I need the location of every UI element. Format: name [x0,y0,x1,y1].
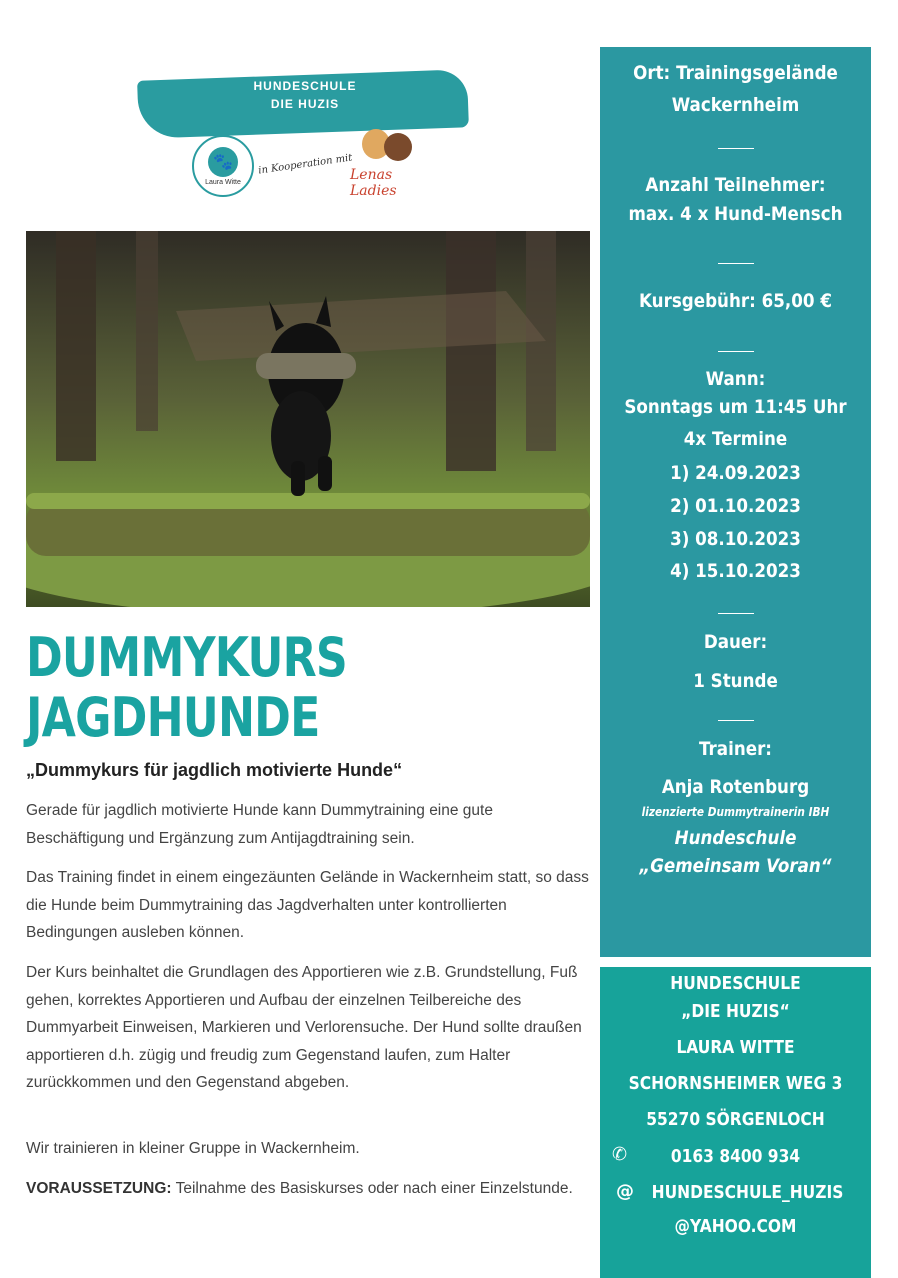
divider [718,263,754,264]
info-ort: Ort: Trainingsgelände [633,62,838,84]
info-dauer: Dauer: [703,631,768,653]
contact-phone[interactable]: 0163 8400 934 [670,1146,801,1167]
phone-icon: ✆ [612,1144,628,1165]
paw-icon: 🐾 [208,147,238,177]
paragraph-requirement [26,1175,591,1203]
title-line-1: DUMMYKURS [26,626,348,689]
contact-city: 55270 SÖRGENLOCH [646,1109,825,1130]
requirement-label: VORAUSSETZUNG: [26,1180,172,1197]
info-ort-value: Wackernheim [671,94,800,116]
paw-badge-logo [192,135,254,197]
info-teilnehmer: Anzahl Teilnehmer: [645,174,826,196]
contact-email-domain[interactable]: @YAHOO.COM [674,1216,797,1237]
info-wann-tag: Sonntags um 11:45 Uhr [624,396,847,418]
partner-logo [340,123,430,203]
paragraph-content: Der Kurs beinhaltet die Grundlagen des Apportieren wie z.B. Grundstellung, Fuß gehen, korrektes Apportieren und Aufbau der einzelnen Teilbereiche des Dummyarbeit Einweisen, Markieren und Verlorensuche. Der Hund sollte draußen apportieren d.h. zügig und freudig zum Gegenstand laufen, zum Halter zurückkommen und den Gegenstand abgeben. [26,964,582,1091]
info-termine: 4x Termine [683,428,788,450]
hero-photo [26,231,590,607]
logo-line-hundeschule: HUNDESCHULE [253,79,357,93]
title-line-2: JAGDHUNDE [26,686,320,749]
divider [718,613,754,614]
page-title [26,628,485,748]
logo-header [130,55,480,199]
badge-name: Laura Witte [205,178,241,186]
contact-huzis: „DIE HUZIS“ [681,1001,790,1022]
logo-line-huzis: DIE HUZIS [270,97,340,111]
divider [718,720,754,721]
contact-panel [600,967,871,1278]
course-info-panel [600,47,871,957]
info-teilnehmer-value: max. 4 x Hund-Mensch [628,203,843,225]
requirement-text: Teilnahme des Basiskurses oder nach einer Einzelstunde. [171,1180,573,1197]
contact-name: LAURA WITTE [676,1037,795,1058]
kooperation-text: in Kooperation mit [257,152,353,177]
info-school-name: Hundeschule [674,827,797,849]
subtitle: „Dummykurs für jagdlich motivierte Hunde“ [26,760,403,780]
info-wann: Wann: [705,368,766,390]
paragraph-group: Wir trainieren in kleiner Gruppe in Wackernheim. [26,1140,360,1157]
at-icon: @ [616,1181,634,1202]
paragraph-location: Das Training findet in einem eingezäunten Gelände in Wackernheim statt, so dass die Hunde beim Dummytraining das Jagdverhalten unter kontrollierten Bedingungen ausleben können. [26,869,589,941]
paragraph-intro: Gerade für jagdlich motivierte Hunde kann Dummytraining eine gute Beschäftigung und Ergänzung zum Antijagdtraining sein. [26,802,493,847]
info-trainer: Trainer: [698,738,773,760]
info-school-motto: „Gemeinsam Voran“ [639,855,832,877]
info-gebuehr: Kursgebühr: 65,00 € [639,290,832,312]
info-trainer-title: lizenzierte Dummytrainerin IBH [641,805,830,819]
divider [718,148,754,149]
info-termin-4: 4) 15.10.2023 [670,560,801,582]
contact-street: SCHORNSHEIMER WEG 3 [628,1073,843,1094]
contact-email-user[interactable]: HUNDESCHULE_HUZIS [651,1182,844,1203]
info-termin-2: 2) 01.10.2023 [670,495,801,517]
contact-school: HUNDESCHULE [670,973,801,994]
info-dauer-value: 1 Stunde [693,670,778,692]
partner-name: Lenas Ladies [350,167,397,199]
dogs-icon [358,125,418,165]
info-trainer-name: Anja Rotenburg [661,776,810,798]
logo-brush-text [130,77,480,113]
info-termin-1: 1) 24.09.2023 [670,462,801,484]
divider [718,351,754,352]
dog-forest-illustration [26,231,590,607]
info-termin-3: 3) 08.10.2023 [670,528,801,550]
